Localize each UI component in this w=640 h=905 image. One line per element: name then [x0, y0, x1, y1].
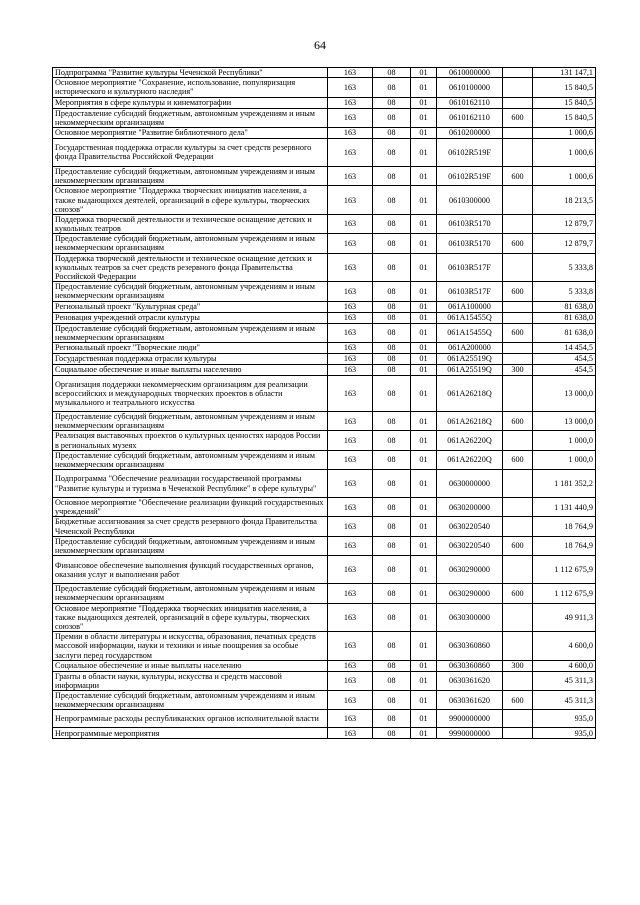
section-code-cell: 08 — [373, 97, 411, 108]
subsection-code-cell: 01 — [411, 536, 437, 555]
table-row — [53, 691, 596, 710]
section-code-cell: 08 — [373, 632, 411, 661]
row-name-cell: Реновация учреждений отрасли культуры — [53, 312, 328, 323]
ministry-code-cell: 163 — [328, 728, 373, 739]
table-row — [53, 186, 596, 215]
amount-cell: 1 000,6 — [533, 127, 596, 138]
section-code-cell: 08 — [373, 186, 411, 215]
subsection-code-cell: 01 — [411, 710, 437, 728]
table-row — [53, 498, 596, 517]
section-code-cell: 08 — [373, 691, 411, 710]
subsection-code-cell: 01 — [411, 312, 437, 323]
table-row — [53, 728, 596, 739]
ministry-code-cell: 163 — [328, 214, 373, 233]
ministry-code-cell: 163 — [328, 234, 373, 253]
subsection-code-cell: 01 — [411, 671, 437, 690]
row-name-cell: Основное мероприятие "Поддержка творческих инициатив населения, а также выдающихся деятелей, организаций в сфере культуры, творческих союзов" — [53, 186, 328, 215]
section-code-cell: 08 — [373, 450, 411, 469]
target-code-cell: 0630220540 — [437, 536, 503, 555]
table-row — [53, 431, 596, 450]
expense-type-cell — [503, 312, 533, 323]
subsection-code-cell: 01 — [411, 97, 437, 108]
table-row — [53, 556, 596, 584]
target-code-cell: 0610100000 — [437, 78, 503, 97]
table-row — [53, 603, 596, 632]
ministry-code-cell: 163 — [328, 498, 373, 517]
row-name-cell: Основное мероприятие "Сохранение, использование, популяризация исторического и культурного наследия" — [53, 78, 328, 97]
target-code-cell: 0610162110 — [437, 97, 503, 108]
subsection-code-cell: 01 — [411, 234, 437, 253]
section-code-cell: 08 — [373, 556, 411, 584]
section-code-cell: 08 — [373, 282, 411, 301]
target-code-cell: 0630300000 — [437, 603, 503, 632]
expense-type-cell: 600 — [503, 166, 533, 185]
row-name-cell: Региональный проект "Культурная среда" — [53, 301, 328, 312]
budget-table — [52, 67, 596, 739]
table-row — [53, 660, 596, 671]
expense-type-cell: 600 — [503, 411, 533, 430]
expense-type-cell — [503, 68, 533, 78]
table-row — [53, 632, 596, 661]
target-code-cell: 061A26218Q — [437, 411, 503, 430]
row-name-cell: Социальное обеспечение и иные выплаты населению — [53, 364, 328, 375]
ministry-code-cell: 163 — [328, 556, 373, 584]
ministry-code-cell: 163 — [328, 364, 373, 375]
subsection-code-cell: 01 — [411, 632, 437, 661]
target-code-cell: 06103R517F — [437, 253, 503, 282]
row-name-cell: Государственная поддержка отрасли культуры — [53, 353, 328, 364]
row-name-cell: Социальное обеспечение и иные выплаты населению — [53, 660, 328, 671]
amount-cell: 1 181 352,2 — [533, 470, 596, 498]
ministry-code-cell: 163 — [328, 108, 373, 127]
ministry-code-cell: 163 — [328, 138, 373, 166]
amount-cell: 1 000,0 — [533, 431, 596, 450]
subsection-code-cell: 01 — [411, 253, 437, 282]
subsection-code-cell: 01 — [411, 584, 437, 603]
amount-cell: 81 638,0 — [533, 323, 596, 342]
amount-cell: 45 311,3 — [533, 691, 596, 710]
subsection-code-cell: 01 — [411, 470, 437, 498]
table-row — [53, 68, 596, 78]
ministry-code-cell: 163 — [328, 127, 373, 138]
subsection-code-cell: 01 — [411, 364, 437, 375]
subsection-code-cell: 01 — [411, 660, 437, 671]
expense-type-cell — [503, 353, 533, 364]
table-row — [53, 301, 596, 312]
amount-cell: 454,5 — [533, 353, 596, 364]
subsection-code-cell: 01 — [411, 517, 437, 536]
table-row — [53, 253, 596, 282]
subsection-code-cell: 01 — [411, 450, 437, 469]
section-code-cell: 08 — [373, 498, 411, 517]
target-code-cell: 0610200000 — [437, 127, 503, 138]
row-name-cell: Гранты в области науки, культуры, искусства и средств массовой информации — [53, 671, 328, 690]
target-code-cell: 061A15455Q — [437, 312, 503, 323]
table-row — [53, 353, 596, 364]
table-row — [53, 214, 596, 233]
amount-cell: 18 764,9 — [533, 517, 596, 536]
table-row — [53, 584, 596, 603]
expense-type-cell — [503, 127, 533, 138]
expense-type-cell — [503, 728, 533, 739]
subsection-code-cell: 01 — [411, 375, 437, 411]
amount-cell: 454,5 — [533, 364, 596, 375]
expense-type-cell — [503, 186, 533, 215]
expense-type-cell — [503, 342, 533, 353]
amount-cell: 5 333,8 — [533, 253, 596, 282]
amount-cell: 1 112 675,9 — [533, 584, 596, 603]
amount-cell: 12 879,7 — [533, 214, 596, 233]
ministry-code-cell: 163 — [328, 312, 373, 323]
table-row — [53, 323, 596, 342]
row-name-cell: Поддержка творческой деятельности и техническое оснащение детских и кукольных театров — [53, 214, 328, 233]
section-code-cell: 08 — [373, 138, 411, 166]
subsection-code-cell: 01 — [411, 68, 437, 78]
row-name-cell: Мероприятия в сфере культуры и кинематографии — [53, 97, 328, 108]
subsection-code-cell: 01 — [411, 342, 437, 353]
amount-cell: 935,0 — [533, 728, 596, 739]
subsection-code-cell: 01 — [411, 728, 437, 739]
amount-cell: 12 879,7 — [533, 234, 596, 253]
section-code-cell: 08 — [373, 603, 411, 632]
expense-type-cell: 600 — [503, 282, 533, 301]
amount-cell: 15 840,5 — [533, 97, 596, 108]
expense-type-cell — [503, 603, 533, 632]
section-code-cell: 08 — [373, 253, 411, 282]
row-name-cell: Организация поддержки некоммерческим организациям для реализации всероссийских и международных творческих проектов в области музыкального и театрального искусства — [53, 375, 328, 411]
ministry-code-cell: 163 — [328, 78, 373, 97]
row-name-cell: Предоставление субсидий бюджетным, автономным учреждениям и иным некоммерческим организациям — [53, 691, 328, 710]
expense-type-cell — [503, 253, 533, 282]
expense-type-cell: 600 — [503, 691, 533, 710]
target-code-cell: 061A200000 — [437, 342, 503, 353]
section-code-cell: 08 — [373, 301, 411, 312]
row-name-cell: Основное мероприятие "Обеспечение реализации функций государственных учреждений" — [53, 498, 328, 517]
row-name-cell: Поддержка творческой деятельности и техническое оснащение детских и кукольных театров за счет средств резервного фонда Правительства Российской Федерации — [53, 253, 328, 282]
amount-cell: 1 000,6 — [533, 166, 596, 185]
section-code-cell: 08 — [373, 68, 411, 78]
ministry-code-cell: 163 — [328, 536, 373, 555]
section-code-cell: 08 — [373, 342, 411, 353]
table-row — [53, 312, 596, 323]
target-code-cell: 0630000000 — [437, 470, 503, 498]
ministry-code-cell: 163 — [328, 517, 373, 536]
table-row — [53, 97, 596, 108]
amount-cell: 18 764,9 — [533, 536, 596, 555]
row-name-cell: Предоставление субсидий бюджетным, автономным учреждениям и иным некоммерческим организациям — [53, 234, 328, 253]
ministry-code-cell: 163 — [328, 470, 373, 498]
table-body — [53, 68, 596, 739]
target-code-cell: 0630361620 — [437, 671, 503, 690]
ministry-code-cell: 163 — [328, 603, 373, 632]
subsection-code-cell: 01 — [411, 411, 437, 430]
ministry-code-cell: 163 — [328, 342, 373, 353]
target-code-cell: 0630290000 — [437, 584, 503, 603]
subsection-code-cell: 01 — [411, 603, 437, 632]
target-code-cell: 0630220540 — [437, 517, 503, 536]
target-code-cell: 0610300000 — [437, 186, 503, 215]
ministry-code-cell: 163 — [328, 301, 373, 312]
table-row — [53, 234, 596, 253]
expense-type-cell: 600 — [503, 108, 533, 127]
row-name-cell: Бюджетные ассигнования за счет средств резервного фонда Правительства Чеченской Республики — [53, 517, 328, 536]
subsection-code-cell: 01 — [411, 108, 437, 127]
ministry-code-cell: 163 — [328, 691, 373, 710]
section-code-cell: 08 — [373, 214, 411, 233]
expense-type-cell — [503, 97, 533, 108]
section-code-cell: 08 — [373, 536, 411, 555]
amount-cell: 5 333,8 — [533, 282, 596, 301]
ministry-code-cell: 163 — [328, 282, 373, 301]
subsection-code-cell: 01 — [411, 138, 437, 166]
target-code-cell: 0630360860 — [437, 632, 503, 661]
ministry-code-cell: 163 — [328, 431, 373, 450]
table-row — [53, 536, 596, 555]
subsection-code-cell: 01 — [411, 353, 437, 364]
ministry-code-cell: 163 — [328, 166, 373, 185]
section-code-cell: 08 — [373, 728, 411, 739]
row-name-cell: Основное мероприятие "Поддержка творческих инициатив населения, а также выдающихся деятелей, организаций в сфере культуры, творческих союзов" — [53, 603, 328, 632]
target-code-cell: 06102R519F — [437, 138, 503, 166]
table-row — [53, 282, 596, 301]
ministry-code-cell: 163 — [328, 97, 373, 108]
section-code-cell: 08 — [373, 78, 411, 97]
amount-cell: 81 638,0 — [533, 312, 596, 323]
table-row — [53, 470, 596, 498]
amount-cell: 81 638,0 — [533, 301, 596, 312]
row-name-cell: Основное мероприятие "Развитие библиотечного дела" — [53, 127, 328, 138]
amount-cell: 13 000,0 — [533, 411, 596, 430]
amount-cell: 18 213,5 — [533, 186, 596, 215]
target-code-cell: 0630361620 — [437, 691, 503, 710]
amount-cell: 4 600,0 — [533, 660, 596, 671]
expense-type-cell — [503, 498, 533, 517]
expense-type-cell: 600 — [503, 234, 533, 253]
section-code-cell: 08 — [373, 234, 411, 253]
section-code-cell: 08 — [373, 312, 411, 323]
amount-cell: 15 840,5 — [533, 78, 596, 97]
row-name-cell: Предоставление субсидий бюджетным, автономным учреждениям и иным некоммерческим организациям — [53, 411, 328, 430]
subsection-code-cell: 01 — [411, 127, 437, 138]
subsection-code-cell: 01 — [411, 323, 437, 342]
amount-cell: 1 000,6 — [533, 138, 596, 166]
table-row — [53, 364, 596, 375]
target-code-cell: 061A26220Q — [437, 431, 503, 450]
expense-type-cell — [503, 301, 533, 312]
table-row — [53, 450, 596, 469]
target-code-cell: 06103R517F — [437, 282, 503, 301]
table-row — [53, 710, 596, 728]
subsection-code-cell: 01 — [411, 166, 437, 185]
table-row — [53, 517, 596, 536]
amount-cell: 1 131 440,9 — [533, 498, 596, 517]
expense-type-cell — [503, 556, 533, 584]
row-name-cell: Предоставление субсидий бюджетным, автономным учреждениям и иным некоммерческим организациям — [53, 450, 328, 469]
ministry-code-cell: 163 — [328, 323, 373, 342]
expense-type-cell: 600 — [503, 584, 533, 603]
ministry-code-cell: 163 — [328, 584, 373, 603]
section-code-cell: 08 — [373, 353, 411, 364]
ministry-code-cell: 163 — [328, 632, 373, 661]
ministry-code-cell: 163 — [328, 450, 373, 469]
section-code-cell: 08 — [373, 166, 411, 185]
section-code-cell: 08 — [373, 710, 411, 728]
table-row — [53, 375, 596, 411]
subsection-code-cell: 01 — [411, 186, 437, 215]
expense-type-cell — [503, 517, 533, 536]
target-code-cell: 061A15455Q — [437, 323, 503, 342]
amount-cell: 935,0 — [533, 710, 596, 728]
row-name-cell: Предоставление субсидий бюджетным, автономным учреждениям и иным некоммерческим организациям — [53, 584, 328, 603]
expense-type-cell — [503, 375, 533, 411]
ministry-code-cell: 163 — [328, 253, 373, 282]
expense-type-cell — [503, 78, 533, 97]
expense-type-cell: 300 — [503, 364, 533, 375]
row-name-cell: Финансовое обеспечение выполнения функций государственных органов, оказания услуг и выполнения работ — [53, 556, 328, 584]
target-code-cell: 9990000000 — [437, 728, 503, 739]
ministry-code-cell: 163 — [328, 411, 373, 430]
amount-cell: 14 454,5 — [533, 342, 596, 353]
subsection-code-cell: 01 — [411, 498, 437, 517]
expense-type-cell — [503, 470, 533, 498]
ministry-code-cell: 163 — [328, 671, 373, 690]
row-name-cell: Государственная поддержка отрасли культуры за счет средств резервного фонда Правительства Российской Федерации — [53, 138, 328, 166]
section-code-cell: 08 — [373, 411, 411, 430]
subsection-code-cell: 01 — [411, 301, 437, 312]
section-code-cell: 08 — [373, 323, 411, 342]
row-name-cell: Предоставление субсидий бюджетным, автономным учреждениям и иным некоммерческим организациям — [53, 282, 328, 301]
ministry-code-cell: 163 — [328, 68, 373, 78]
section-code-cell: 08 — [373, 660, 411, 671]
target-code-cell: 06103R5170 — [437, 234, 503, 253]
row-name-cell: Реализация выставочных проектов о культурных ценностях народов России в региональных музеях — [53, 431, 328, 450]
target-code-cell: 06102R519F — [437, 166, 503, 185]
table-row — [53, 138, 596, 166]
subsection-code-cell: 01 — [411, 78, 437, 97]
expense-type-cell: 600 — [503, 536, 533, 555]
expense-type-cell — [503, 431, 533, 450]
target-code-cell: 061A25519Q — [437, 353, 503, 364]
table-row — [53, 671, 596, 690]
expense-type-cell — [503, 710, 533, 728]
subsection-code-cell: 01 — [411, 691, 437, 710]
subsection-code-cell: 01 — [411, 282, 437, 301]
ministry-code-cell: 163 — [328, 375, 373, 411]
table-row — [53, 78, 596, 97]
amount-cell: 49 911,3 — [533, 603, 596, 632]
expense-type-cell — [503, 214, 533, 233]
target-code-cell: 0610162110 — [437, 108, 503, 127]
expense-type-cell: 300 — [503, 660, 533, 671]
row-name-cell: Непрограммные расходы республиканских органов исполнительной власти — [53, 710, 328, 728]
expense-type-cell: 600 — [503, 450, 533, 469]
section-code-cell: 08 — [373, 431, 411, 450]
amount-cell: 4 600,0 — [533, 632, 596, 661]
amount-cell: 1 000,0 — [533, 450, 596, 469]
section-code-cell: 08 — [373, 517, 411, 536]
table-row — [53, 411, 596, 430]
amount-cell: 1 112 675,9 — [533, 556, 596, 584]
target-code-cell: 0610000000 — [437, 68, 503, 78]
section-code-cell: 08 — [373, 364, 411, 375]
section-code-cell: 08 — [373, 127, 411, 138]
row-name-cell: Подпрограмма "Обеспечение реализации государственной программы "Развитие культуры и туризма в Чеченской Республике" в сфере культуры" — [53, 470, 328, 498]
subsection-code-cell: 01 — [411, 214, 437, 233]
page-number: 64 — [314, 38, 326, 52]
target-code-cell: 061A26220Q — [437, 450, 503, 469]
target-code-cell: 0630290000 — [437, 556, 503, 584]
section-code-cell: 08 — [373, 470, 411, 498]
row-name-cell: Непрограммные мероприятия — [53, 728, 328, 739]
target-code-cell: 0630200000 — [437, 498, 503, 517]
amount-cell: 15 840,5 — [533, 108, 596, 127]
target-code-cell: 06103R5170 — [437, 214, 503, 233]
ministry-code-cell: 163 — [328, 186, 373, 215]
row-name-cell: Предоставление субсидий бюджетным, автономным учреждениям и иным некоммерческим организациям — [53, 108, 328, 127]
subsection-code-cell: 01 — [411, 431, 437, 450]
section-code-cell: 08 — [373, 584, 411, 603]
ministry-code-cell: 163 — [328, 353, 373, 364]
table-row — [53, 127, 596, 138]
section-code-cell: 08 — [373, 108, 411, 127]
row-name-cell: Премии в области литературы и искусства, образования, печатных средств массовой информации, науки и техники и иные поощрения за особые заслуги перед государством — [53, 632, 328, 661]
target-code-cell: 9900000000 — [437, 710, 503, 728]
row-name-cell: Предоставление субсидий бюджетным, автономным учреждениям и иным некоммерческим организациям — [53, 166, 328, 185]
ministry-code-cell: 163 — [328, 710, 373, 728]
target-code-cell: 0630360860 — [437, 660, 503, 671]
section-code-cell: 08 — [373, 671, 411, 690]
expense-type-cell — [503, 632, 533, 661]
amount-cell: 45 311,3 — [533, 671, 596, 690]
amount-cell: 131 147,1 — [533, 68, 596, 78]
table-row — [53, 342, 596, 353]
ministry-code-cell: 163 — [328, 660, 373, 671]
expense-type-cell: 600 — [503, 323, 533, 342]
row-name-cell: Предоставление субсидий бюджетным, автономным учреждениям и иным некоммерческим организациям — [53, 536, 328, 555]
amount-cell: 13 000,0 — [533, 375, 596, 411]
row-name-cell: Предоставление субсидий бюджетным, автономным учреждениям и иным некоммерческим организациям — [53, 323, 328, 342]
subsection-code-cell: 01 — [411, 556, 437, 584]
row-name-cell: Региональный проект "Творческие люди" — [53, 342, 328, 353]
table-row — [53, 166, 596, 185]
target-code-cell: 061A26218Q — [437, 375, 503, 411]
target-code-cell: 061A25519Q — [437, 364, 503, 375]
section-code-cell: 08 — [373, 375, 411, 411]
table-row — [53, 108, 596, 127]
row-name-cell: Подпрограмма "Развитие культуры Чеченской Республики" — [53, 68, 328, 78]
expense-type-cell — [503, 671, 533, 690]
expense-type-cell — [503, 138, 533, 166]
target-code-cell: 061A100000 — [437, 301, 503, 312]
